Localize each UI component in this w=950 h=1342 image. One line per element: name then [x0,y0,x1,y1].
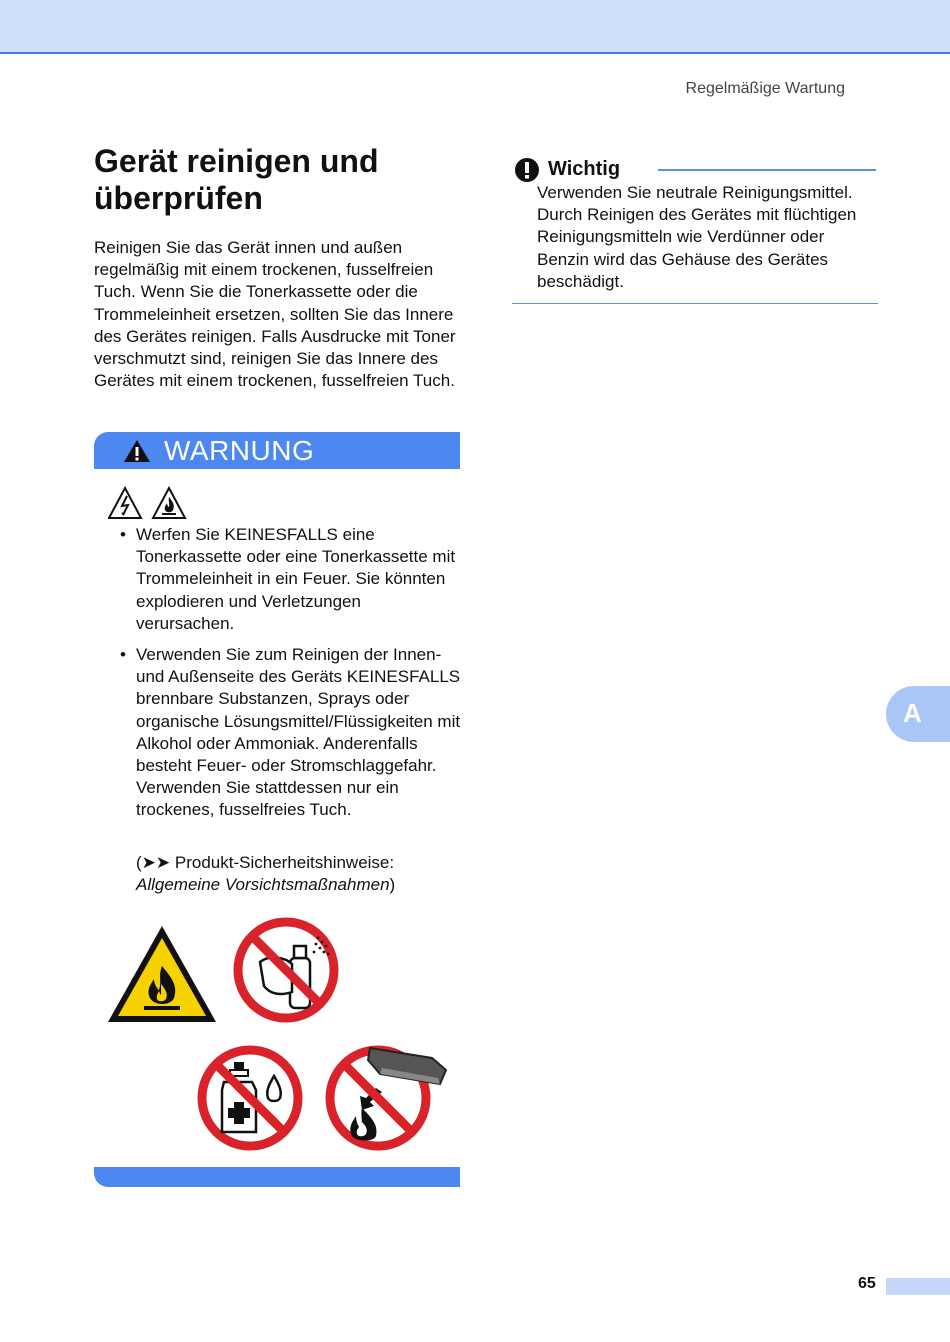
important-icon [514,157,540,183]
warning-footer-bar [94,1167,460,1187]
page-bar [886,1278,950,1295]
warning-header [94,432,460,469]
fire-hazard-icon [153,488,185,518]
list-item-text: Verwenden Sie zum Reinigen der Innen- und Außenseite des Geräts KEINESFALLS brennbare Substanzen, Sprays oder organische Lösungsmittel/Flüssigkeiten mit Alkohol oder Ammoniak. Anderenfalls besteht Feuer- oder Stromschlaggefahr. Verwenden Sie stattdessen nur ein trockenes, fusselfreies Tuch. [136,645,461,820]
safety-reference: (➤➤ Produkt-Sicherheitshinweise: Allgemeine Vorsichtsmaßnahmen) [136,853,396,895]
no-toner-in-fire-icon [320,1038,450,1154]
top-band [0,0,950,54]
electric-hazard-icon [109,488,141,518]
hazard-icons [108,486,198,525]
chapter-tab-label: A [903,698,922,728]
list-item: • Werfen Sie KEINESFALLS eine Tonerkassette oder eine Tonerkassette mit Trommeleinheit in ein Feuer. Sie könnten explodieren und Verletzungen verursachen. [120,525,456,633]
warning-label: WARNUNG [164,435,315,466]
warning-list [120,524,462,831]
intro-paragraph: Reinigen Sie das Gerät innen und außen regelmäßig mit einem trockenen, fusselfreien Tuch. Wenn Sie die Tonerkassette oder die Trommeleinheit ersetzen, sollten Sie das Innere des Gerätes reinigen. Falls Ausdrucke mit Toner verschmutzt sind, reinigen Sie das Innere des Gerätes mit einem trockenen, fusselfreien Tuch. [94,238,456,391]
list-item: • Verwenden Sie zum Reinigen der Innen- und Außenseite des Geräts KEINESFALLS brennbare Substanzen, Sprays oder organische Lösungsmittel/Flüssigkeiten mit Alkohol oder Ammoniak. Anderenfalls besteht Feuer- oder Stromschlaggefahr. Verwenden Sie stattdessen nur ein trockenes, fusselfreies Tuch. [120,645,461,820]
fire-hazard-icon [104,922,220,1026]
running-header: Regelmäßige Wartung [685,80,845,97]
important-title: Wichtig [548,158,621,180]
double-arrow-icon: ➤➤ [141,853,171,872]
chapter-tab[interactable] [886,686,950,742]
reference-link[interactable]: Allgemeine Vorsichtsmaßnahmen [136,875,390,895]
warning-triangle-icon [122,438,152,464]
page-title: Gerät reinigen und überprüfen [94,143,379,216]
divider [512,303,878,304]
no-spray-icon [230,914,342,1026]
important-text: Verwenden Sie neutrale Reinigungsmittel. Durch Reinigen des Gerätes mit flüchtigen Reinigungsmitteln wie Verdünner oder Benzin wird das Gehäuse des Gerätes beschädigt. [537,183,857,291]
page-number: 65 [858,1275,876,1292]
list-item-text: Werfen Sie KEINESFALLS eine Tonerkassette oder eine Tonerkassette mit Trommeleinheit in ein Feuer. Sie könnten explodieren und Verletzungen verursachen. [136,525,456,633]
divider [658,169,876,171]
no-solvent-icon [194,1042,306,1154]
